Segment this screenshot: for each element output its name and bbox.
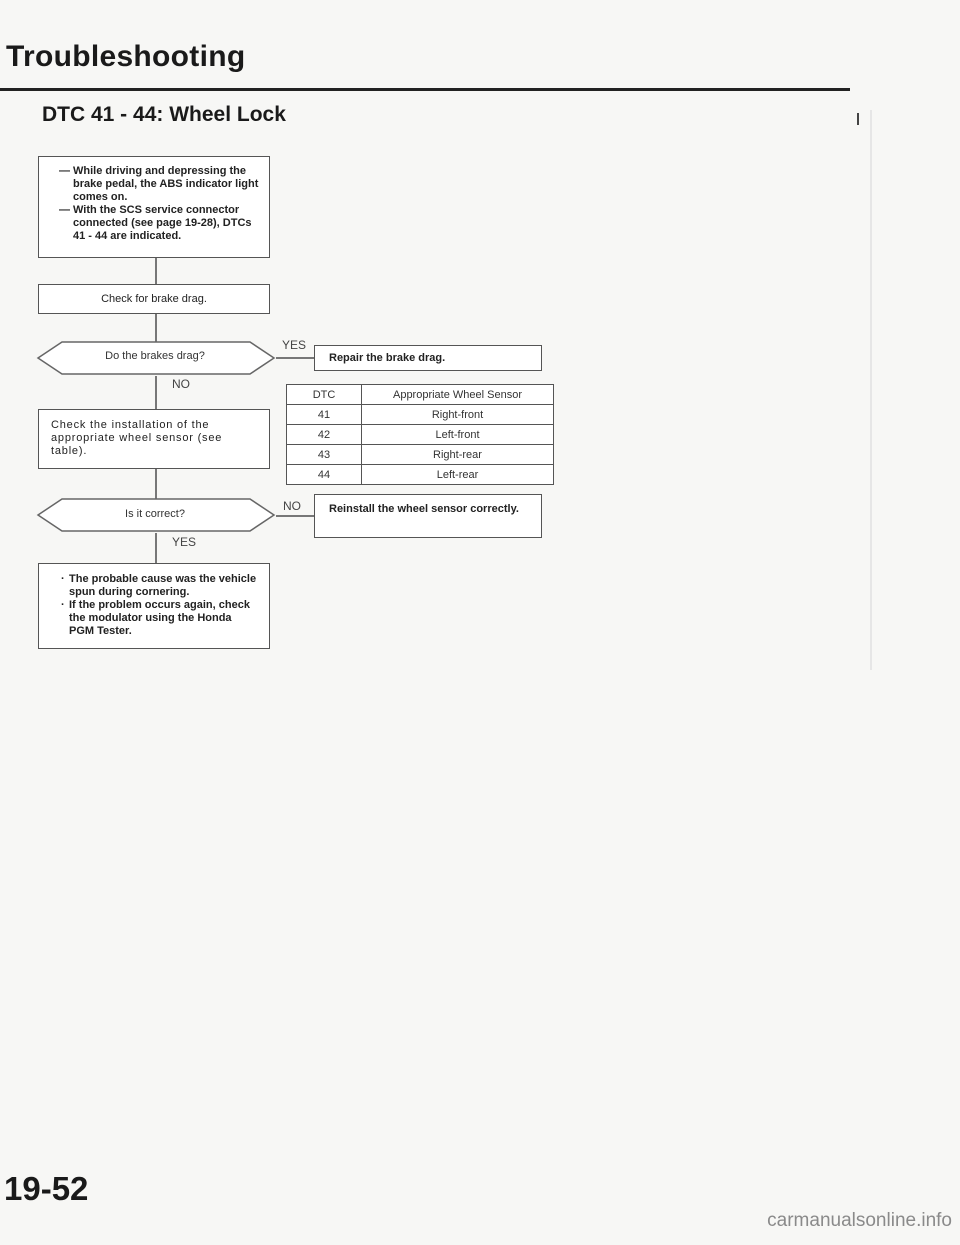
- question-drag-text: Do the brakes drag?: [105, 350, 205, 362]
- no-label-1: NO: [172, 377, 190, 391]
- wheel-sensor-cell: Right-front: [362, 405, 554, 425]
- check-installation-box: [38, 409, 270, 469]
- margin-mark: [870, 110, 872, 670]
- dtc-code-cell: 43: [287, 445, 362, 465]
- wheel-sensor-cell: Right-rear: [362, 445, 554, 465]
- question-correct-text: Is it correct?: [125, 508, 185, 520]
- table-row: [287, 465, 554, 485]
- page-title: Troubleshooting: [6, 40, 246, 73]
- start-conditions-box: [38, 156, 270, 258]
- dtc-code-cell: 44: [287, 465, 362, 485]
- result-item: · The probable cause was the vehicle spun during cornering.: [61, 573, 257, 599]
- connector-line: [155, 533, 157, 563]
- repair-brake-drag-text: Repair the brake drag.: [329, 352, 446, 364]
- header-rule: [0, 88, 850, 91]
- connector-line: [155, 376, 157, 409]
- table-row: [287, 405, 554, 425]
- table-row: [287, 445, 554, 465]
- repair-brake-drag-box: [314, 345, 542, 371]
- page-number: 19-52: [4, 1170, 89, 1207]
- start-condition-item: — While driving and depressing the brake pedal, the ABS indicator light comes on.: [59, 165, 259, 204]
- connector-line: [155, 469, 157, 499]
- wheel-sensor-cell: Left-front: [362, 425, 554, 445]
- result-box: [38, 563, 270, 649]
- dtc-table-header: [287, 385, 554, 405]
- connector-line: [276, 357, 314, 359]
- reinstall-sensor-box: [314, 494, 542, 538]
- section-title: DTC 41 - 44: Wheel Lock: [42, 103, 286, 126]
- result-item: · If the problem occurs again, check the modulator using the Honda PGM Tester.: [61, 599, 257, 638]
- check-brake-drag-box: [38, 284, 270, 314]
- reinstall-sensor-text: Reinstall the wheel sensor correctly.: [329, 503, 519, 515]
- connector-line: [276, 515, 314, 517]
- connector-line: [155, 258, 157, 284]
- yes-label-2: YES: [172, 535, 197, 549]
- margin-mark: [857, 113, 859, 125]
- dtc-header-cell: Appropriate Wheel Sensor: [362, 385, 554, 405]
- watermark: carmanualsonline.info: [767, 1210, 952, 1231]
- start-condition-item: — With the SCS service connector connected (see page 19-28), DTCs 41 - 44 are indicated.: [59, 204, 259, 243]
- yes-label-1: YES: [282, 338, 307, 352]
- wheel-sensor-cell: Left-rear: [362, 465, 554, 485]
- dtc-header-cell: DTC: [287, 385, 362, 405]
- check-installation-text: Check the installation of the appropriate wheel sensor (see table).: [51, 419, 223, 457]
- dtc-code-cell: 41: [287, 405, 362, 425]
- dtc-code-cell: 42: [287, 425, 362, 445]
- no-label-2: NO: [283, 499, 301, 513]
- dtc-table: [286, 384, 554, 485]
- connector-line: [155, 314, 157, 342]
- check-brake-drag-text: Check for brake drag.: [101, 293, 207, 305]
- table-row: [287, 425, 554, 445]
